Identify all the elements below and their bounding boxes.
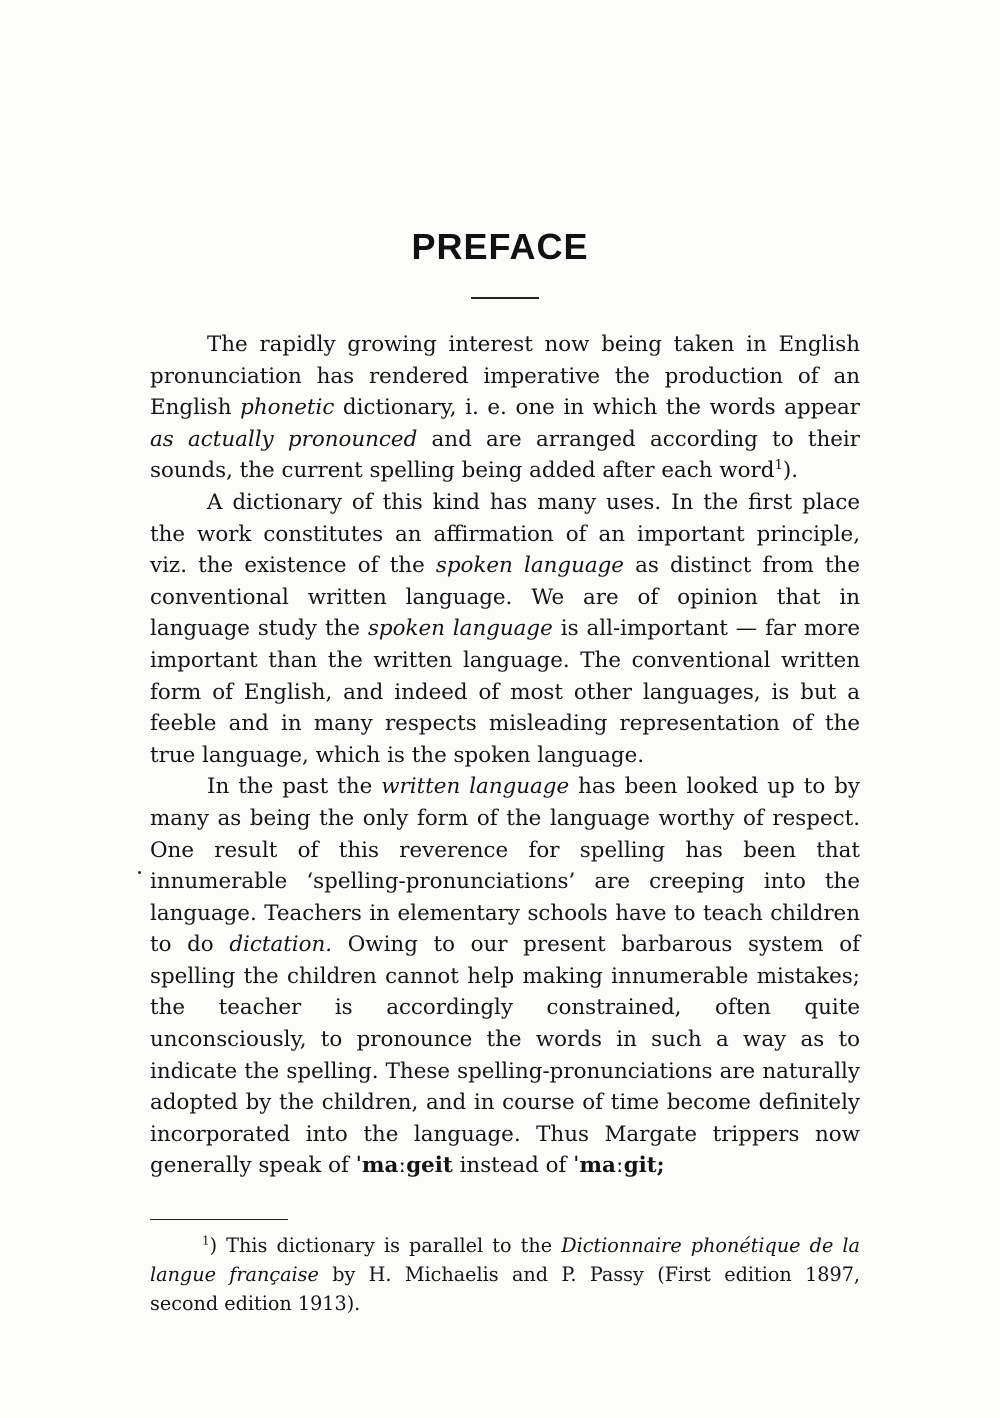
text-run: Owing to our present barbarous system of spelling the children cannot help making innumerable mistakes; the teacher is accordingly constrained, often quite unconsciously, to pronounce the words in such a way as to indicate the spelling. These spelling-pronunciations are naturally adopted by the children, and in course of time become definitely incorporated into the language. Thus Margate trippers now generally speak of bbox=[150, 932, 860, 1179]
paragraph-2 bbox=[150, 487, 860, 771]
text-run: ˈmaːgit; bbox=[573, 1153, 665, 1179]
footnote-text bbox=[150, 1231, 860, 1318]
page-title: PREFACE bbox=[411, 226, 589, 267]
text-run: ). bbox=[782, 458, 799, 484]
footnote-marker: 1 bbox=[202, 1233, 210, 1248]
text-run: spoken language bbox=[435, 553, 624, 579]
text-run: In the past the bbox=[207, 774, 382, 800]
text-run: The rapidly growing interest now being taken in English pronunciation has rendered imperative the production of an English bbox=[150, 332, 860, 421]
text-run: phonetic bbox=[240, 395, 335, 421]
footnote bbox=[150, 1231, 860, 1318]
footnote-marker: 1 bbox=[774, 458, 783, 474]
text-run: dictation. bbox=[229, 932, 333, 958]
text-run: spoken language bbox=[367, 616, 553, 642]
text-run: has been looked up to by many as being the only form of the language worthy of respect. One result of this reverence for spelling has been that innumerable ‘spelling-pronunciations’ are creeping into the language. Teachers in elementary schools have to teach children to do bbox=[150, 774, 860, 958]
text-run: written language bbox=[381, 774, 570, 800]
paragraph-3 bbox=[150, 771, 860, 1182]
text-run: as actually pronounced bbox=[150, 426, 418, 452]
preface-body bbox=[150, 329, 860, 1182]
title-divider bbox=[471, 297, 539, 299]
text-run: ˈmaːgeit bbox=[355, 1153, 453, 1179]
text-run: and are arranged according to their sounds, the current spelling being added after each word bbox=[150, 426, 860, 484]
text-run: dictionary, i. e. one in which the words appear bbox=[334, 395, 860, 421]
text-run: ) This dictionary is parallel to the bbox=[209, 1234, 562, 1257]
paragraph-1 bbox=[150, 329, 860, 487]
ink-speck bbox=[138, 871, 141, 874]
text-run: is all-important — far more important than the written language. The conventional written form of English, and indeed of most other languages, is but a feeble and in many respects misleading representation of the true language, which is the spoken language. bbox=[150, 616, 860, 768]
footnote-divider bbox=[150, 1219, 288, 1220]
text-run: A dictionary of this kind has many uses. In the first place the work constitutes an affirmation of an important principle, viz. the existence of the bbox=[150, 489, 860, 579]
text-run: instead of bbox=[452, 1153, 574, 1179]
text-run: by H. Michaelis and P. Passy (First edition 1897, second edition 1913). bbox=[150, 1263, 861, 1315]
text-run: Dictionnaire phonétique de la langue française bbox=[150, 1234, 860, 1286]
text-run: as distinct from the conventional written language. We are of opinion that in language study the bbox=[150, 553, 860, 642]
